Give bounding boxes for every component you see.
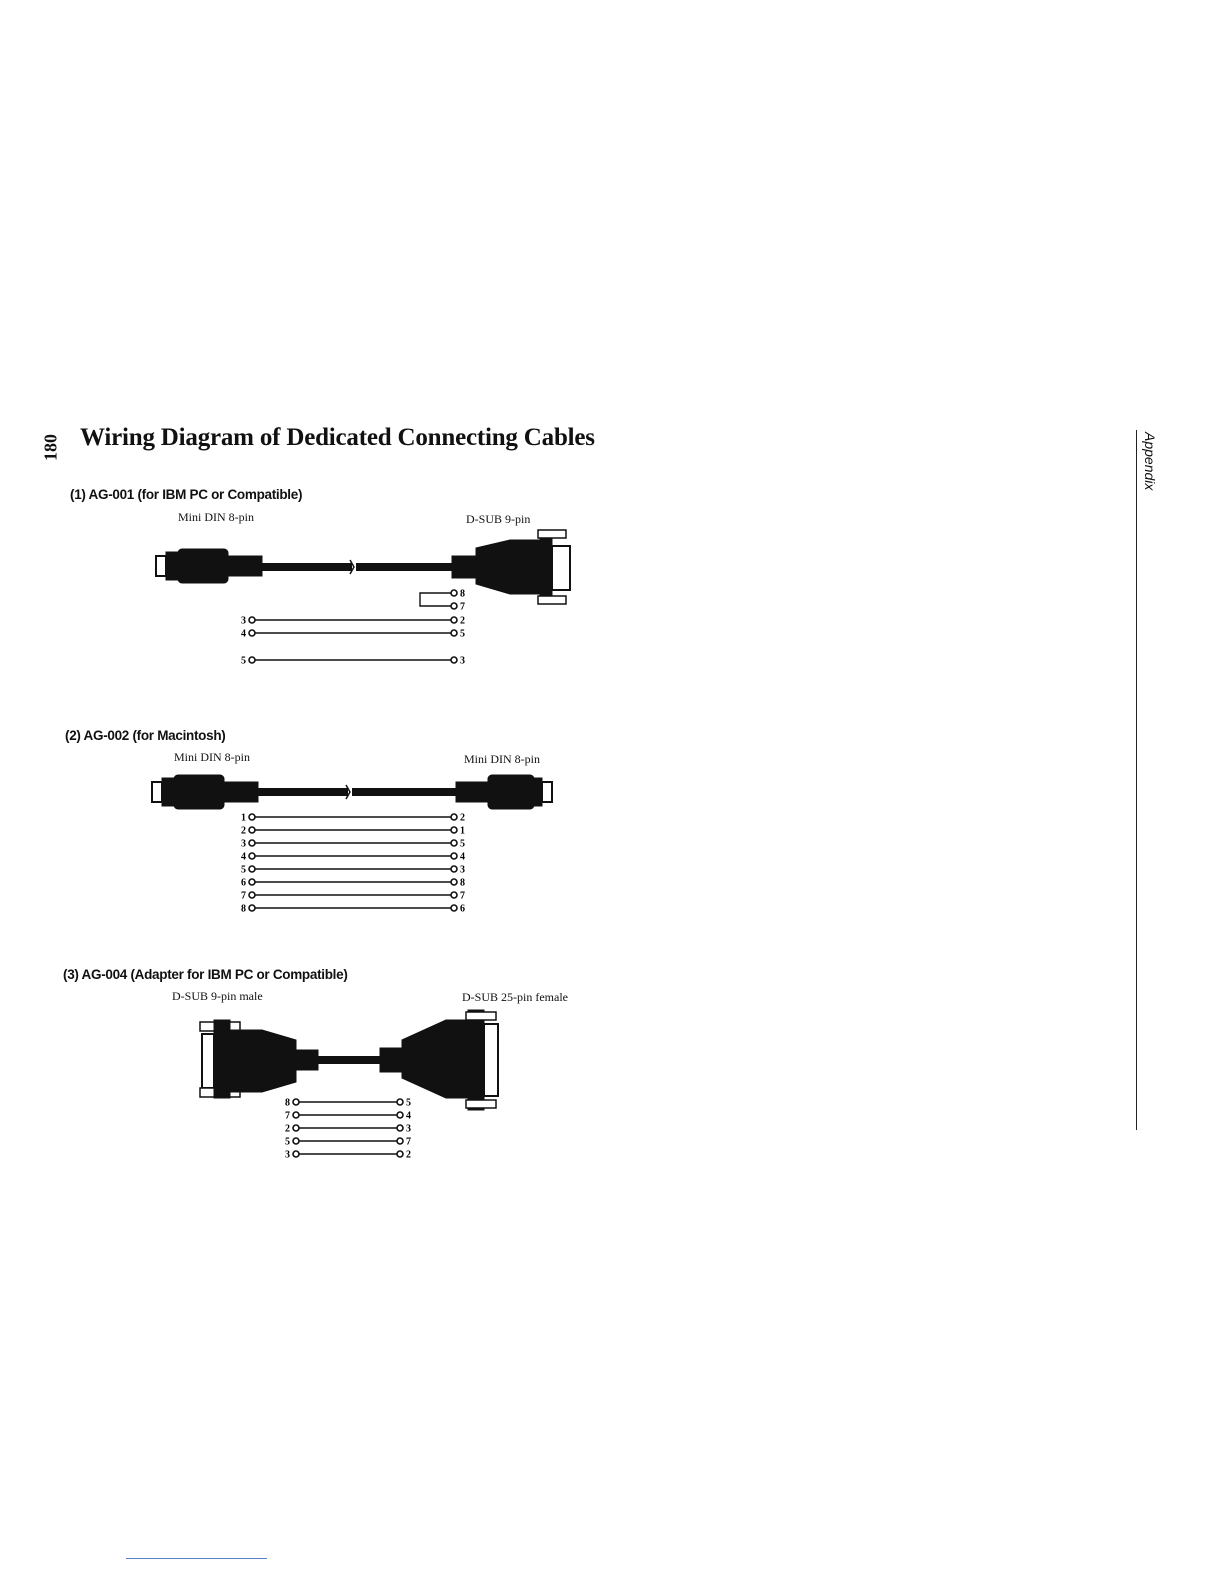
jumper-pin-terminal — [451, 590, 457, 596]
cable-body — [258, 788, 456, 796]
pin-terminal-left — [249, 879, 255, 885]
pin-terminal-left — [293, 1099, 299, 1105]
mini-din-plug-left — [152, 775, 258, 809]
pin-label-left: 2 — [241, 825, 246, 837]
pin-terminal-left — [249, 866, 255, 872]
pin-terminal-right — [451, 840, 457, 846]
pin-terminal-left — [249, 840, 255, 846]
pin-label-right: 4 — [460, 851, 465, 863]
pin-label-left: 5 — [241, 864, 246, 876]
pin-label-left: 4 — [241, 851, 246, 863]
pin-label-left: 6 — [241, 877, 246, 889]
pin-terminal-left — [249, 892, 255, 898]
cable-break-mark — [346, 785, 350, 799]
pin-terminal-left — [249, 827, 255, 833]
pin-label-right: 8 — [460, 877, 465, 889]
section-1-left-connector-label: Mini DIN 8-pin — [178, 510, 254, 524]
jumper-wire — [420, 593, 451, 606]
pin-label-right: 1 — [460, 825, 465, 837]
cable-body — [262, 563, 452, 571]
section-1-right-connector-label: D-SUB 9-pin — [466, 512, 531, 526]
section-2-right-connector-label: Mini DIN 8-pin — [464, 752, 540, 766]
pin-terminal-right — [451, 905, 457, 911]
pin-label-right: 2 — [406, 1149, 411, 1161]
pin-label-right: 6 — [460, 903, 465, 915]
pin-label-left: 5 — [241, 655, 246, 667]
pin-terminal-right — [451, 630, 457, 636]
pin-label-left: 3 — [241, 615, 246, 627]
pin-terminal-right — [451, 879, 457, 885]
pin-terminal-left — [249, 853, 255, 859]
pin-terminal-right — [451, 657, 457, 663]
section-1-heading: (1) AG-001 (for IBM PC or Compatible) — [70, 487, 303, 502]
section-3-right-connector-label: D-SUB 25-pin female — [462, 990, 568, 1004]
pin-label-right: 4 — [406, 1110, 411, 1122]
pin-terminal-right — [451, 814, 457, 820]
pin-terminal-right — [451, 892, 457, 898]
page-number: 180 — [40, 434, 61, 462]
pin-label-left: 3 — [285, 1149, 290, 1161]
pin-terminal-right — [451, 853, 457, 859]
side-tab-rule — [1136, 430, 1137, 1130]
section-2-heading: (2) AG-002 (for Macintosh) — [65, 728, 226, 743]
pin-terminal-right — [397, 1138, 403, 1144]
pin-label-left: 4 — [241, 628, 246, 640]
jumper-pin-label: 8 — [460, 588, 465, 600]
pin-label-right: 2 — [460, 615, 465, 627]
page-title: Wiring Diagram of Dedicated Connecting Cables — [80, 424, 595, 451]
dsub-9-plug-left — [200, 1020, 318, 1098]
pin-label-left: 8 — [241, 903, 246, 915]
pin-terminal-right — [451, 827, 457, 833]
pin-label-left: 1 — [241, 812, 246, 824]
section-3-left-connector-label: D-SUB 9-pin male — [172, 989, 263, 1003]
pin-terminal-left — [249, 814, 255, 820]
pin-terminal-left — [293, 1112, 299, 1118]
mini-din-plug-left — [156, 549, 262, 583]
pin-label-left: 8 — [285, 1097, 290, 1109]
mini-din-plug-right — [456, 775, 552, 809]
pin-terminal-left — [293, 1151, 299, 1157]
jumper-pin-terminal — [451, 603, 457, 609]
pin-terminal-right — [397, 1151, 403, 1157]
pin-label-right: 5 — [460, 628, 465, 640]
jumper-pin-label: 7 — [460, 601, 465, 613]
pin-terminal-left — [293, 1138, 299, 1144]
cable-body — [318, 1056, 380, 1064]
pin-terminal-left — [249, 905, 255, 911]
section-2-left-connector-label: Mini DIN 8-pin — [174, 750, 250, 764]
pin-terminal-right — [397, 1099, 403, 1105]
dsub-9-plug-right — [452, 530, 570, 604]
bottom-rule — [126, 1558, 267, 1559]
pin-terminal-left — [249, 657, 255, 663]
pin-label-left: 7 — [285, 1110, 290, 1122]
pin-terminal-left — [249, 617, 255, 623]
pin-label-right: 2 — [460, 812, 465, 824]
pin-terminal-right — [451, 617, 457, 623]
pin-label-right: 7 — [406, 1136, 411, 1148]
pin-terminal-left — [293, 1125, 299, 1131]
cable-break-mark — [350, 560, 354, 574]
pin-label-right: 5 — [406, 1097, 411, 1109]
pin-label-right: 3 — [460, 864, 465, 876]
pin-terminal-right — [397, 1125, 403, 1131]
pin-label-left: 7 — [241, 890, 246, 902]
pin-label-left: 2 — [285, 1123, 290, 1135]
pin-label-right: 3 — [406, 1123, 411, 1135]
pin-label-left: 3 — [241, 838, 246, 850]
pin-terminal-right — [397, 1112, 403, 1118]
side-tab-label: Appendix — [1142, 432, 1158, 491]
pin-label-right: 5 — [460, 838, 465, 850]
dsub-25-plug-right — [380, 1010, 498, 1110]
pin-label-left: 5 — [285, 1136, 290, 1148]
pin-label-right: 7 — [460, 890, 465, 902]
pin-terminal-right — [451, 866, 457, 872]
pin-terminal-left — [249, 630, 255, 636]
section-3-heading: (3) AG-004 (Adapter for IBM PC or Compatible) — [63, 967, 348, 982]
pin-label-right: 3 — [460, 655, 465, 667]
